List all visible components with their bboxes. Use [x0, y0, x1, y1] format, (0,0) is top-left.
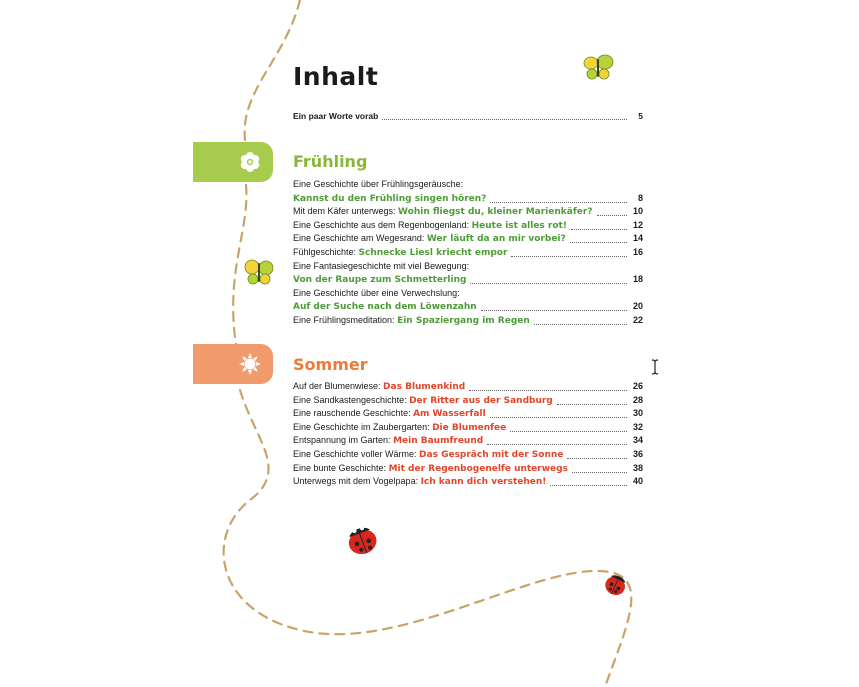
toc-entry-story-title: Mit der Regenbogenelfe unterwegs [388, 463, 568, 474]
toc-entry-prefix: Eine Geschichte aus dem Regenbogenland: [293, 219, 472, 230]
dot-leader [490, 199, 627, 203]
dot-leader [511, 253, 627, 257]
section-tab-spring [193, 142, 273, 182]
toc-page-number: 14 [632, 233, 643, 244]
toc-entry-prefix: Eine Geschichte über eine Verwechslung: [293, 287, 460, 298]
sun-icon [239, 353, 261, 375]
toc-entry-label [293, 421, 506, 435]
toc-intro-line[interactable] [293, 110, 643, 123]
toc-page-number: 36 [632, 449, 643, 459]
ladybug-icon [602, 572, 628, 598]
toc-entry[interactable] [293, 232, 643, 246]
toc-page-number: 12 [632, 219, 643, 230]
dot-leader [570, 239, 627, 243]
toc-entry-prefix: Eine Frühlingsmeditation: [293, 315, 398, 325]
toc-entry[interactable] [293, 300, 643, 314]
dot-leader [567, 455, 627, 459]
toc-entry[interactable] [293, 205, 643, 219]
toc-page-number: 30 [632, 408, 643, 419]
toc-entry-label [293, 287, 460, 300]
toc-entry[interactable] [293, 462, 643, 476]
toc-entry-story-title: Heute ist alles rot! [471, 220, 567, 231]
dot-leader [550, 482, 627, 486]
toc-page-number: 22 [632, 315, 643, 325]
toc-entry-story-title: Kannst du den Frühling singen hören? [293, 193, 487, 204]
toc-entry[interactable] [293, 434, 643, 448]
section-tab-summer [193, 344, 273, 384]
toc-entry-story-title: Auf der Suche nach dem Löwenzahn [293, 302, 477, 313]
toc-entry-prefix: Auf der Blumenwiese: [293, 381, 384, 391]
section-title-summer: Sommer [293, 355, 368, 374]
toc-entry [293, 178, 643, 191]
toc-entry-story-title: Der Ritter aus der Sandburg [409, 395, 553, 406]
toc-entry-prefix: Eine rauschende Geschichte: [293, 408, 414, 419]
toc-page-number: 16 [632, 247, 643, 257]
dot-leader [481, 307, 627, 311]
toc-page-number: 38 [632, 462, 643, 473]
toc-entry-label [293, 434, 483, 448]
toc-entry-prefix: Entspannung im Garten: [293, 435, 394, 446]
dot-leader [571, 226, 627, 230]
toc-entry[interactable] [293, 192, 643, 206]
toc-entry-story-title: Das Gespräch mit der Sonne [419, 450, 564, 460]
toc-entry-label [293, 407, 486, 421]
toc-entry-label [293, 300, 477, 314]
ladybug-icon [344, 523, 380, 558]
toc-page-number: 18 [632, 274, 643, 285]
toc-entry-label [293, 192, 486, 206]
toc-entry-label [293, 475, 546, 489]
toc-entry-label [293, 246, 507, 260]
toc-entry-label [293, 448, 563, 462]
toc-page-number: 32 [632, 421, 643, 432]
toc-page-number: 28 [632, 394, 643, 405]
toc-entry-story-title: Die Blumenfee [432, 422, 507, 433]
toc-entry-label [293, 314, 530, 328]
butterfly-icon [584, 55, 613, 79]
toc-entry-story-title: Von der Raupe zum Schmetterling [293, 275, 467, 286]
toc-entry-prefix: Fühlgeschichte: [293, 247, 359, 257]
dot-leader [487, 441, 627, 445]
toc-entry-prefix: Eine Sandkastengeschichte: [293, 394, 410, 405]
toc-entry [293, 287, 643, 300]
toc-entry-prefix: Eine Geschichte am Wegesrand: [293, 233, 427, 244]
toc-page-number: 40 [632, 476, 643, 487]
dot-leader [490, 414, 627, 418]
toc-entry-label [293, 178, 463, 191]
toc-entry-prefix: Mit dem Käfer unterwegs: [293, 206, 399, 217]
toc-entry[interactable] [293, 219, 643, 233]
toc-entry[interactable] [293, 273, 643, 287]
toc-entry-label [293, 380, 465, 394]
dot-leader [557, 401, 627, 405]
toc-page-number: 34 [632, 435, 643, 446]
toc-entry[interactable] [293, 394, 643, 408]
toc-entry-label [293, 205, 593, 219]
toc-entry-prefix: Eine bunte Geschichte: [293, 462, 389, 473]
dot-leader [597, 212, 627, 216]
toc-page-number: 8 [637, 192, 643, 203]
toc-entry[interactable] [293, 421, 643, 435]
toc-entry-story-title: Ein Spaziergang im Regen [397, 316, 530, 326]
toc-entry-label [293, 273, 466, 287]
toc-entry[interactable] [293, 314, 643, 328]
toc-entry-story-title: Mein Baumfreund [393, 436, 484, 447]
flower-icon [239, 151, 261, 173]
toc-page-number: 10 [632, 206, 643, 217]
toc-entry-prefix: Eine Fantasiegeschichte mit viel Bewegung: [293, 260, 470, 271]
dot-leader [534, 321, 627, 325]
toc-intro-label: Ein paar Worte vorab [293, 111, 379, 121]
toc-entry-label [293, 219, 567, 233]
toc-entry-prefix: Eine Geschichte im Zaubergarten: [293, 421, 433, 432]
toc-page-number: 20 [632, 301, 643, 312]
toc-entry [293, 260, 643, 273]
butterfly-icon [245, 260, 273, 284]
toc-entry[interactable] [293, 448, 643, 462]
toc-entry-prefix: Eine Geschichte voller Wärme: [293, 449, 420, 459]
dashed-path [224, 0, 632, 687]
toc-page-number: 26 [632, 381, 643, 391]
toc-entry-label [293, 462, 568, 476]
toc-entry-story-title: Wohin fliegst du, kleiner Marienkäfer? [398, 207, 593, 218]
toc-entry-story-title: Am Wasserfall [413, 409, 486, 420]
toc-entry-label [293, 232, 566, 246]
dot-leader [469, 387, 627, 391]
dot-leader [470, 280, 627, 284]
toc-entry-label [293, 260, 469, 273]
toc-entry-prefix: Eine Geschichte über Frühlingsgeräusche: [293, 179, 464, 189]
toc-page-number: 5 [638, 111, 643, 121]
toc-entry-story-title: Schnecke Liesl kriecht empor [358, 248, 508, 258]
toc-entry-story-title: Ich kann dich verstehen! [420, 477, 547, 488]
toc-entry[interactable] [293, 475, 643, 489]
section-title-spring: Frühling [293, 152, 368, 171]
toc-entry-prefix: Unterwegs mit dem Vogelpapa: [293, 476, 421, 487]
dot-leader [510, 428, 627, 432]
toc-entry[interactable] [293, 380, 643, 394]
toc-entry[interactable] [293, 407, 643, 421]
text-cursor-icon [650, 359, 660, 375]
dot-leader [572, 469, 627, 473]
dot-leader [382, 116, 627, 120]
toc-entry[interactable] [293, 246, 643, 260]
toc-entry-label [293, 394, 553, 408]
toc-entry-story-title: Wer läuft da an mir vorbei? [426, 234, 566, 245]
toc-entry-story-title: Das Blumenkind [383, 382, 466, 392]
page-title: Inhalt [293, 62, 379, 91]
